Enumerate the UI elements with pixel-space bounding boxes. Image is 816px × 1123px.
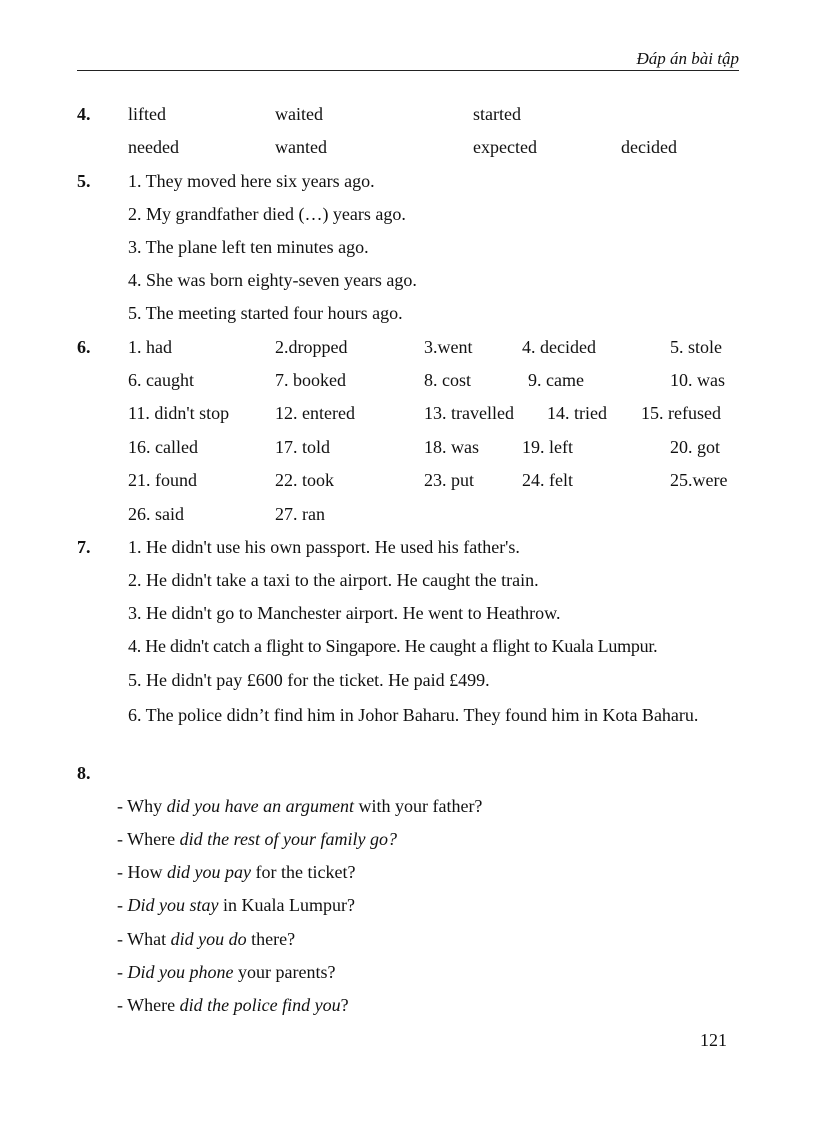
answer-item: 4. decided [522, 337, 596, 357]
answer-paragraph: 6. The police didn’t find him in Johor Baharu. They found him in Kota Baharu. [128, 705, 699, 725]
answer-item: 19. left [522, 437, 573, 457]
question-prefix: - [117, 962, 128, 982]
question-italic: did the police find you [179, 995, 341, 1015]
answer-item: 1. had [128, 337, 172, 357]
answer-line: 1. They moved here six years ago. [128, 171, 375, 191]
question-suffix: for the ticket? [250, 862, 356, 882]
question-line [117, 995, 349, 1016]
question-prefix: - Where [117, 829, 180, 849]
answer-line: 5. He didn't pay £600 for the ticket. He paid £499. [128, 670, 490, 690]
answer-item: 21. found [128, 470, 197, 490]
question-italic: did you have an argument [166, 796, 354, 816]
answer-item: 10. was [670, 370, 725, 390]
answer-item: 3.went [424, 337, 473, 357]
answer-line: 2. He didn't take a taxi to the airport. He caught the train. [128, 570, 539, 590]
exercise-number: 8. [77, 763, 91, 783]
answer-item: 27. ran [275, 504, 325, 524]
answer-item: 11. didn't stop [128, 403, 230, 423]
question-italic: did the rest of your family go? [179, 829, 397, 849]
word: decided [621, 137, 677, 157]
answer-item: 2.dropped [275, 337, 348, 357]
answer-line: 2. My grandfather died (…) years ago. [128, 204, 406, 224]
answer-item: 9. came [528, 370, 584, 390]
word: expected [473, 137, 537, 157]
question-italic: did you pay [167, 862, 251, 882]
answer-line: 5. The meeting started four hours ago. [128, 303, 403, 323]
exercise-number: 4. [77, 104, 91, 124]
answer-line: 4. She was born eighty-seven years ago. [128, 270, 417, 290]
answer-item: 20. got [670, 437, 721, 457]
answer-line: 4. He didn't catch a flight to Singapore. He caught a flight to Kuala Lumpur. [128, 636, 658, 656]
question-prefix: - What [117, 929, 171, 949]
word: wanted [275, 137, 327, 157]
exercise-number: 7. [77, 537, 91, 557]
answer-item: 22. took [275, 470, 335, 490]
question-italic: Did you stay [127, 895, 219, 915]
answer-item: 13. travelled [424, 403, 514, 423]
exercise-number: 6. [77, 337, 91, 357]
question-line [117, 796, 482, 817]
question-italic: Did you phone [127, 962, 234, 982]
question-suffix: your parents? [233, 962, 336, 982]
answer-item: 7. booked [275, 370, 346, 390]
question-line [117, 829, 397, 850]
answer-item: 8. cost [424, 370, 471, 390]
answer-item: 14. tried [547, 403, 607, 423]
answer-line: 1. He didn't use his own passport. He used his father's. [128, 537, 520, 557]
question-prefix: - [117, 895, 128, 915]
question-line [117, 862, 355, 883]
answer-item: 16. called [128, 437, 198, 457]
answer-line: 3. He didn't go to Manchester airport. He went to Heathrow. [128, 603, 561, 623]
word: lifted [128, 104, 166, 124]
answer-item: 24. felt [522, 470, 573, 490]
question-line [117, 895, 355, 916]
page-number: 121 [700, 1030, 727, 1050]
answer-item: 6. caught [128, 370, 194, 390]
question-line [117, 962, 335, 983]
question-prefix: - How [117, 862, 167, 882]
answer-item: 12. entered [275, 403, 355, 423]
word: waited [275, 104, 323, 124]
answer-item: 5. stole [670, 337, 722, 357]
answer-item: 15. refused [641, 403, 721, 423]
word: started [473, 104, 521, 124]
question-italic: did you do [170, 929, 247, 949]
question-suffix: there? [246, 929, 296, 949]
answer-item: 18. was [424, 437, 479, 457]
question-prefix: - Why [117, 796, 167, 816]
question-suffix: in Kuala Lumpur? [218, 895, 355, 915]
answer-item: 26. said [128, 504, 184, 524]
question-line [117, 929, 295, 950]
word: needed [128, 137, 179, 157]
question-suffix: ? [340, 995, 349, 1015]
question-prefix: - Where [117, 995, 180, 1015]
answer-line: 3. The plane left ten minutes ago. [128, 237, 369, 257]
header-rule [77, 70, 739, 71]
answer-item: 17. told [275, 437, 331, 457]
exercise-number: 5. [77, 171, 91, 191]
answer-item: 25.were [670, 470, 728, 490]
answer-item: 23. put [424, 470, 475, 490]
question-suffix: with your father? [353, 796, 483, 816]
header-title: Đáp án bài tập [636, 49, 739, 68]
